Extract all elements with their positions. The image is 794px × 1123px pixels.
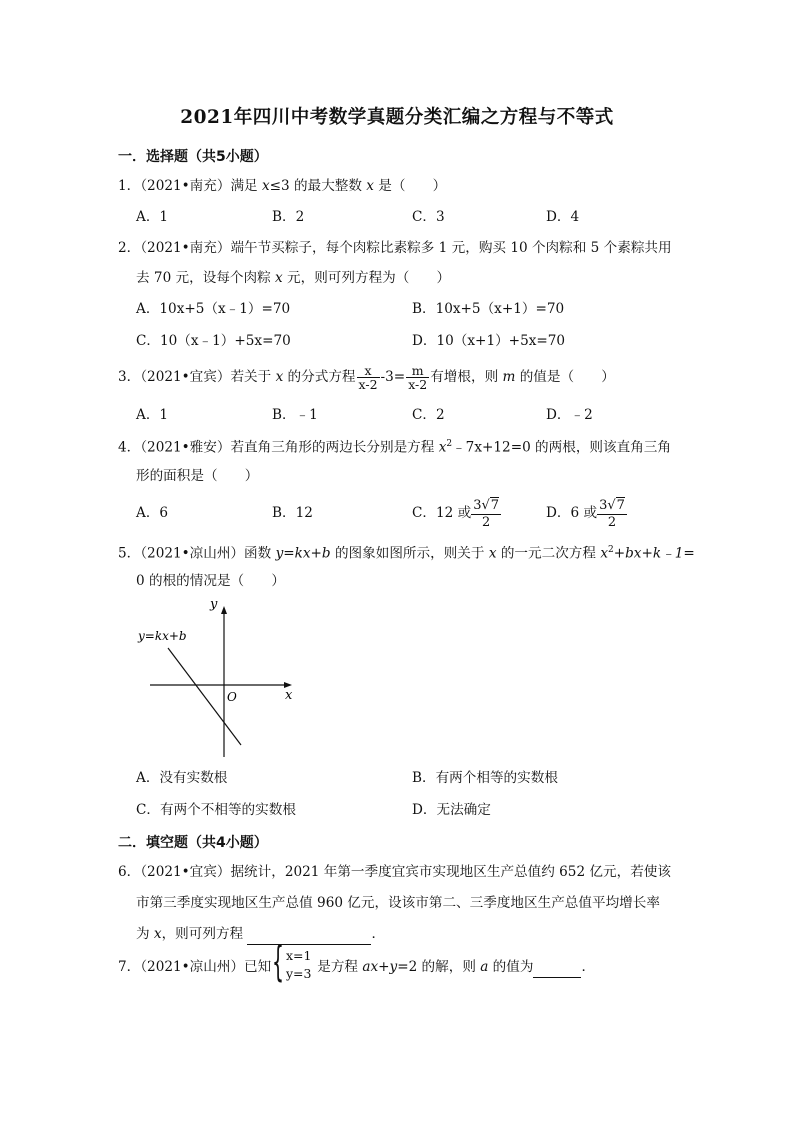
- question-text: ．: [371, 926, 386, 942]
- system-equation-1: x=1: [286, 948, 312, 963]
- equation-system: [286, 947, 312, 983]
- q2-option-d: D．10（x+1）+5x=70: [412, 333, 566, 349]
- exponent: 2: [607, 545, 614, 555]
- question-text: 有增根，则: [430, 369, 503, 385]
- question-source: （2021•凉山州）: [140, 959, 245, 975]
- system-equation-2: y=3: [286, 966, 312, 981]
- y-axis-arrow-icon: [221, 606, 227, 614]
- system-brace-icon: {: [272, 937, 285, 986]
- math-var: x: [275, 369, 284, 385]
- question-text: 已知: [244, 959, 272, 975]
- question-text: 的分式方程: [283, 369, 356, 385]
- question-7: [118, 957, 595, 978]
- question-4: [118, 434, 671, 458]
- question-number: 3．: [118, 369, 141, 385]
- question-number: 2．: [118, 240, 141, 256]
- q1-option-d: D．4: [546, 209, 580, 225]
- question-text: 若关于: [230, 369, 276, 385]
- question-2-line2: [136, 268, 450, 288]
- q3-option-b: B．﹣1: [272, 407, 318, 423]
- question-6-line2: 市第三季度实现地区生产总值 960 亿元，设该市第二、三季度地区生产总值平均增长率: [136, 895, 660, 911]
- fraction-3-sqrt7-over-2: [597, 498, 627, 530]
- sqrt-coefficient: 3: [473, 497, 482, 513]
- q3-option-d: D．﹣2: [546, 407, 593, 423]
- question-text: 的值为: [488, 959, 534, 975]
- question-2: [118, 238, 672, 258]
- question-source: （2021•凉山州）: [140, 545, 245, 562]
- math-expression: +bx+k﹣1=: [613, 545, 695, 562]
- question-1: [118, 176, 446, 196]
- question-6-line3: [136, 924, 385, 945]
- question-text: 的一元二次方程: [496, 545, 601, 562]
- question-6: [118, 862, 671, 882]
- q1-option-b: B．2: [272, 209, 305, 225]
- q2-option-a: A．10x+5（x﹣1）=70: [136, 301, 291, 317]
- math-var: x: [438, 439, 447, 456]
- fraction-3-sqrt7-over-2: [471, 498, 501, 530]
- question-text: 的值是（ ）: [515, 369, 615, 385]
- section-heading-choice: 一．选择题（共5小题）: [118, 149, 268, 165]
- option-label: C．12 或: [412, 505, 472, 521]
- q5-option-d: D．无法确定: [412, 802, 491, 818]
- question-source: （2021•雅安）: [140, 439, 231, 456]
- fraction-m-over-x-minus-2: [406, 364, 429, 392]
- fraction-denominator: x-2: [408, 376, 428, 392]
- fraction-denominator: 2: [482, 514, 491, 530]
- question-text: ．: [581, 959, 596, 975]
- question-text: =2 的解，则: [397, 959, 481, 975]
- math-expression: ax+y: [362, 959, 398, 975]
- question-text: 为: [136, 926, 154, 942]
- question-5: [118, 540, 695, 564]
- radicand: 7: [616, 497, 625, 513]
- math-operator: -3=: [380, 369, 406, 385]
- y-axis-label: y: [210, 597, 218, 612]
- question-4-line2: 形的面积是（ ）: [136, 468, 259, 484]
- question-source: （2021•南充）: [140, 178, 231, 194]
- q3-option-c: C．2: [412, 407, 445, 423]
- q1-option-a: A．1: [136, 209, 169, 225]
- sqrt-coefficient: 3: [599, 497, 608, 513]
- question-text: 满足: [230, 178, 262, 194]
- exponent: 2: [446, 439, 453, 449]
- question-text: ﹣7x+12=0 的两根，则该直角三角: [452, 439, 671, 456]
- q5-option-b: B．有两个相等的实数根: [412, 770, 558, 786]
- section-heading-fill: 二．填空题（共4小题）: [118, 835, 268, 851]
- question-5-line2: 0 的根的情况是（ ）: [136, 573, 285, 589]
- answer-blank[interactable]: [533, 957, 581, 978]
- question-text: ≤3 的最大整数: [269, 178, 367, 194]
- function-line-label: y=kx+b: [138, 629, 187, 643]
- question-text: 若直角三角形的两边长分别是方程: [230, 439, 439, 456]
- math-var: x: [366, 178, 374, 194]
- question-text: 据统计，2021 年第一季度宜宾市实现地区生产总值约 652 亿元，若使该: [230, 864, 671, 880]
- question-number: 5．: [118, 545, 141, 562]
- math-var: x: [261, 178, 270, 194]
- sqrt-symbol-icon: √: [481, 497, 490, 513]
- math-var: x: [275, 270, 283, 286]
- math-var: x: [488, 545, 497, 562]
- q5-option-a: A．没有实数根: [136, 770, 228, 786]
- fraction-x-over-x-minus-2: [357, 364, 380, 392]
- fraction-numerator: m: [406, 364, 429, 378]
- question-number: 4．: [118, 439, 141, 456]
- question-text: 元，则可列方程为（ ）: [282, 270, 451, 286]
- fraction-denominator: x-2: [358, 376, 378, 392]
- x-axis-label: x: [285, 688, 293, 703]
- q1-option-c: C．3: [412, 209, 445, 225]
- math-var: m: [502, 369, 516, 385]
- question-3: [118, 362, 615, 392]
- question-number: 7．: [118, 959, 141, 975]
- question-text: 函数: [244, 545, 276, 562]
- question-source: （2021•宜宾）: [140, 864, 231, 880]
- page-title: 2021年四川中考数学真题分类汇编之方程与不等式: [180, 107, 614, 128]
- question-text: 端午节买粽子，每个肉粽比素粽多 1 元，购买 10 个肉粽和 5 个素粽共用: [230, 240, 672, 256]
- q5-option-c: C．有两个不相等的实数根: [136, 802, 296, 818]
- question-text: 是（ ）: [373, 178, 447, 194]
- q2-option-c: C．10（x﹣1）+5x=70: [136, 333, 291, 349]
- fraction-denominator: 2: [607, 514, 617, 530]
- option-label: D．6 或: [546, 505, 598, 521]
- origin-label: O: [227, 690, 237, 704]
- question-number: 1．: [118, 178, 141, 194]
- question-text: 是方程: [317, 959, 363, 975]
- q2-option-b: B．10x+5（x+1）=70: [412, 301, 565, 317]
- question-source: （2021•南充）: [140, 240, 231, 256]
- question-number: 6．: [118, 864, 141, 880]
- q4-option-a: A．6: [136, 505, 169, 521]
- answer-blank[interactable]: [247, 924, 371, 945]
- q4-option-c: [412, 494, 501, 532]
- fraction-numerator: x: [357, 364, 380, 378]
- question-text: ，则可列方程: [161, 926, 248, 942]
- math-var: x: [153, 926, 162, 942]
- radicand: 7: [490, 497, 500, 513]
- q3-option-a: A．1: [136, 407, 169, 423]
- linear-function-graph: [130, 593, 310, 765]
- question-source: （2021•宜宾）: [140, 369, 231, 385]
- math-var: a: [480, 959, 489, 975]
- question-text: 去 70 元，设每个肉粽: [136, 270, 276, 286]
- math-var: x: [600, 545, 608, 562]
- q4-option-d: [546, 494, 627, 532]
- math-expression: y=kx+b: [275, 545, 331, 562]
- q4-option-b: B．12: [272, 505, 313, 521]
- question-text: 的图象如图所示，则关于: [330, 545, 489, 562]
- sqrt-symbol-icon: √: [607, 497, 616, 513]
